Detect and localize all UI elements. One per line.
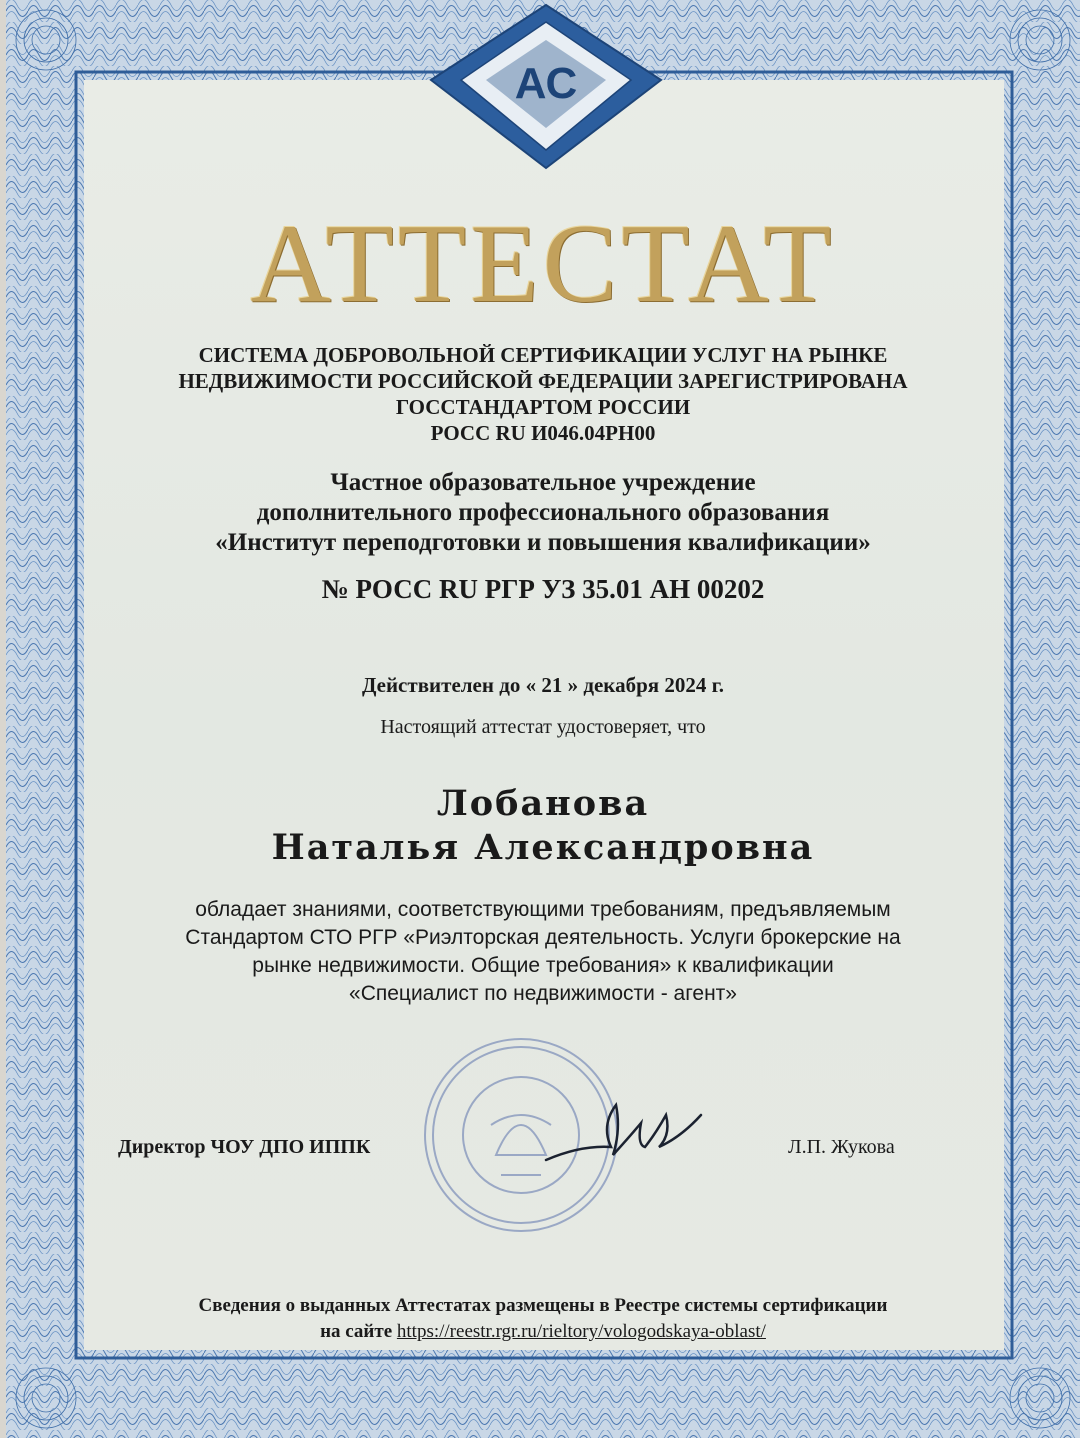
- holder-given-names: Наталья Александровна: [271, 827, 815, 868]
- director-signature: [541, 1085, 721, 1185]
- registry-link[interactable]: https://reestr.rgr.ru/rieltory/vologodskaya-oblast/: [396, 1321, 766, 1342]
- registration-number: № РОСС RU РГР УЗ 35.01 АН 00202: [321, 574, 765, 604]
- system-registration-number: РОСС RU И046.04РН00: [430, 421, 656, 445]
- registry-link-line: [6, 1319, 1080, 1345]
- registry-line: Сведения о выданных Аттестатах размещены в Реестре системы сертификации: [198, 1295, 888, 1316]
- signer-name: Л.П. Жукова: [788, 1136, 895, 1158]
- certificate-sheet: [6, 0, 1080, 1438]
- institution-line: дополнительного профессионального образования: [256, 499, 830, 526]
- holder-name: [6, 782, 1080, 870]
- valid-until: Действителен до « 21 » декабря 2024 г.: [361, 673, 725, 697]
- director-position: Директор ЧОУ ДПО ИППК: [118, 1136, 371, 1158]
- institution-name: [6, 468, 1080, 558]
- holder-surname: Лобанова: [436, 783, 650, 824]
- certifies-text: Настоящий аттестат удостоверяет, что: [380, 716, 706, 738]
- system-line: СИСТЕМА ДОБРОВОЛЬНОЙ СЕРТИФИКАЦИИ УСЛУГ НА РЫНКЕ: [198, 343, 888, 367]
- document-title: АТТЕСТАТ: [250, 202, 836, 326]
- description-line: Стандартом СТО РГР «Риэлторская деятельность. Услуги брокерские на: [185, 926, 901, 949]
- certification-system-text: [6, 342, 1080, 446]
- system-line: НЕДВИЖИМОСТИ РОССИЙСКОЙ ФЕДЕРАЦИИ ЗАРЕГИСТРИРОВАНА: [178, 369, 908, 393]
- description-line: обладает знаниями, соответствующими требованиям, предъявляемым: [195, 898, 891, 921]
- institution-line: Частное образовательное учреждение: [330, 469, 756, 496]
- qualification-title: «Специалист по недвижимости - агент»: [349, 982, 737, 1005]
- system-line: ГОССТАНДАРТОМ РОССИИ: [395, 395, 691, 419]
- institution-line: «Институт переподготовки и повышения квалификации»: [215, 529, 871, 556]
- registry-info: [6, 1293, 1080, 1345]
- logo: [426, 0, 666, 175]
- logo-text: АС: [514, 59, 578, 108]
- qualification-description: [6, 896, 1080, 1008]
- registry-prefix: на сайте: [320, 1321, 393, 1342]
- description-line: рынке недвижимости. Общие требования» к квалификации: [252, 954, 834, 977]
